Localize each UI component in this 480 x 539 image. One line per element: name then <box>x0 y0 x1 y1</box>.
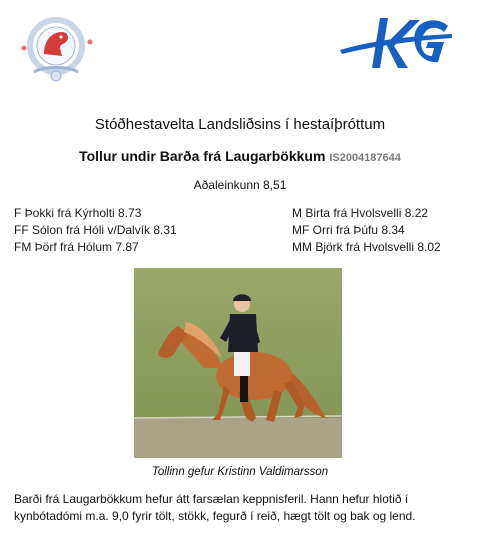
pedigree-entry: FM Þörf frá Hólum 7.87 <box>14 240 139 254</box>
pedigree-entry: MM Björk frá Hvolsvelli 8.02 <box>292 240 441 254</box>
pedigree-sire-side <box>14 205 254 256</box>
horse-association-emblem-icon <box>14 14 98 86</box>
association-emblem-logo <box>14 14 98 86</box>
registration-number: IS2004187644 <box>329 152 401 164</box>
pedigree-entry: M Birta frá Hvolsvelli 8.22 <box>292 206 429 220</box>
photo-caption: Tollinn gefur Kristinn Valdimarsson <box>151 466 329 478</box>
pedigree-entry: F Þokki frá Kýrholti 8.73 <box>14 206 142 220</box>
kg-swoosh-logo-icon <box>336 14 456 74</box>
kg-brand-logo <box>336 14 456 74</box>
horse-name: Tollur undir Barða frá Laugarbökkum <box>79 148 326 164</box>
pedigree-entry: MF Orri frá Þúfu 8.34 <box>292 223 405 237</box>
rider-on-horse-image <box>134 268 342 458</box>
horse-photo <box>134 268 342 458</box>
document-title: Stóðhestavelta Landsliðsins í hestaíþróttum <box>94 116 386 133</box>
main-score: Aðaleinkunn 8,51 <box>193 178 287 192</box>
description-paragraph: Barði frá Laugarbökkum hefur átt farsælan keppnisferil. Hann hefur hlotið í kynbótadómi m.a. 9,0 fyrir tölt, stökk, fegurð í reið, hægt tölt og bak og lend. <box>14 492 416 523</box>
horse-heading <box>0 148 480 164</box>
pedigree-entry: FF Sólon frá Hóli v/Dalvík 8.31 <box>14 223 177 237</box>
pedigree-dam-side <box>292 205 472 256</box>
